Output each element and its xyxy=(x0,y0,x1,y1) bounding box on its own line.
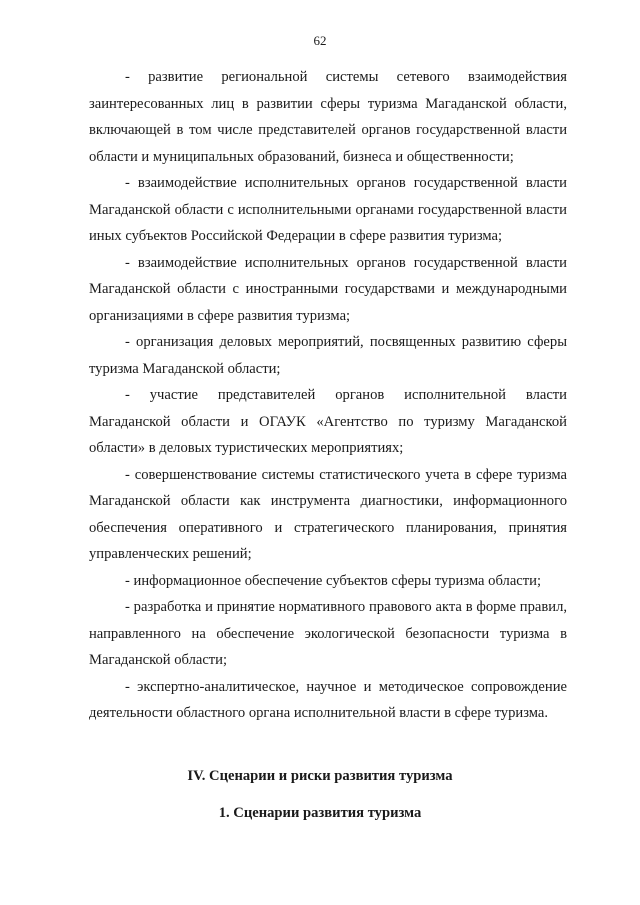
paragraph-interaction-rf-subjects: - взаимодействие исполнительных органов государственной власти Магаданской области с исполнительными органами государственной власти иных субъектов Российской Федерации в сфере развития туризма; xyxy=(89,175,567,244)
paragraph-expert-support: - экспертно-аналитическое, научное и методическое сопровождение деятельности областного органа исполнительной власти в сфере туризма. xyxy=(89,678,567,721)
page-number: 62 xyxy=(313,33,327,48)
body-text xyxy=(89,64,567,727)
paragraph-regional-network: - развитие региональной системы сетевого взаимодействия заинтересованных лиц в развитии сферы туризма Магаданской области, включающей в том числе представителей органов государственной власти области и муниципальных образований, бизнеса и общественности; xyxy=(89,69,567,165)
paragraph-business-events: - организация деловых мероприятий, посвященных развитию сферы туризма Магаданской области; xyxy=(89,334,567,377)
subsection-heading: 1. Сценарии развития туризма xyxy=(218,805,422,821)
paragraph-information-support: - информационное обеспечение субъектов сферы туризма области; xyxy=(125,572,542,589)
section-heading: IV. Сценарии и риски развития туризма xyxy=(187,768,453,784)
paragraph-participation: - участие представителей органов исполнительной власти Магаданской области и ОГАУК «Агентство по туризму Магаданской области» в деловых туристических мероприятиях; xyxy=(89,387,567,456)
paragraph-interaction-foreign: - взаимодействие исполнительных органов государственной власти Магаданской области с иностранными государствами и международными организациями в сфере развития туризма; xyxy=(89,254,567,324)
paragraph-ecological-safety: - разработка и принятие нормативного правового акта в форме правил, направленного на обеспечение экологической безопасности туризма в Магаданской области; xyxy=(89,599,567,668)
paragraph-statistics: - совершенствование системы статистического учета в сфере туризма Магаданской области как инструмента диагностики, информационного обеспечения оперативного и стратегического планирования, принятия управленческих решений; xyxy=(89,466,567,562)
